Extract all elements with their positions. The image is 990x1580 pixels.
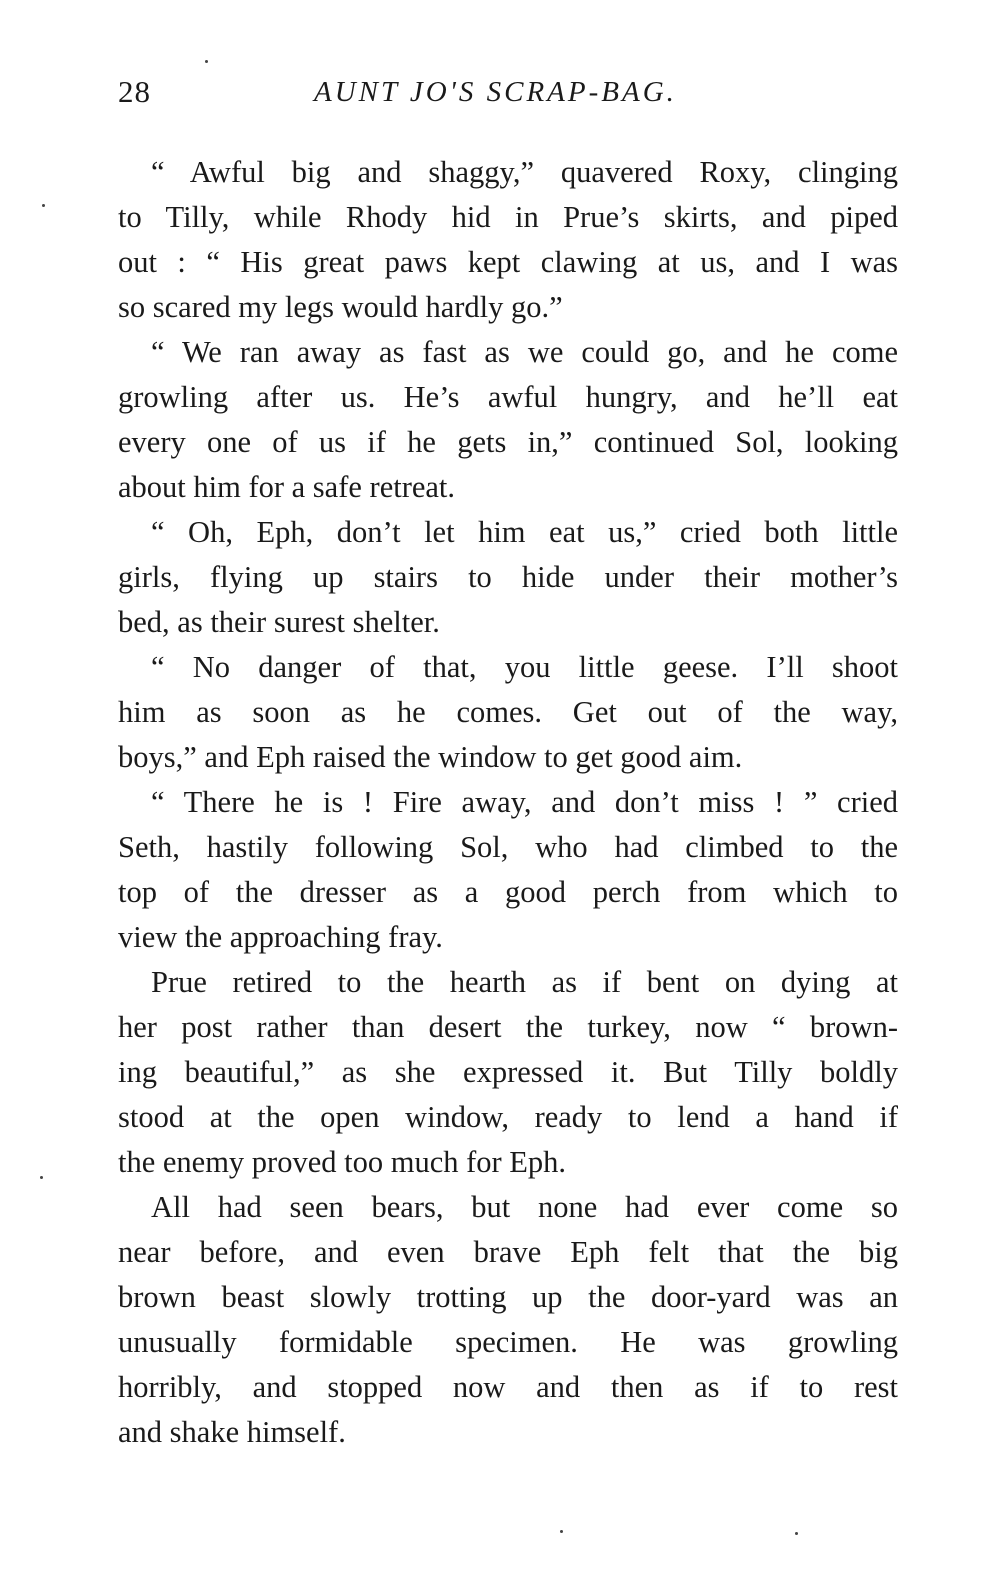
text-line: him as soon as he comes. Get out of the way, [118,695,898,729]
text-line: brown beast slowly trotting up the door-yard was an [118,1280,898,1314]
text-line: out : “ His great paws kept clawing at us, and I was [118,245,898,279]
text-line: near before, and even brave Eph felt that the big [118,1235,898,1269]
text-line: unusually formidable specimen. He was growling [118,1325,898,1359]
text-line: boys,” and Eph raised the window to get good aim. [118,740,743,774]
text-line: “ No danger of that, you little geese. I’ll shoot [151,650,898,684]
text-line: horribly, and stopped now and then as if to rest [118,1370,898,1404]
text-line: Prue retired to the hearth as if bent on dying at [151,965,898,999]
body-text [118,150,898,1455]
text-line: Seth, hastily following Sol, who had climbed to the [118,830,898,864]
print-speck [40,1176,43,1179]
text-line: “ Oh, Eph, don’t let him eat us,” cried both little [151,515,898,549]
text-line: so scared my legs would hardly go.” [118,290,563,324]
paragraph [118,1185,898,1455]
text-line: the enemy proved too much for Eph. [118,1145,567,1179]
paragraph [118,960,898,1185]
text-line: about him for a safe retreat. [118,470,456,504]
text-line: growling after us. He’s awful hungry, and he’ll eat [118,380,898,414]
paragraph [118,330,898,510]
text-line: “ There he is ! Fire away, and don’t miss ! ” cried [151,785,898,819]
text-line: view the approaching fray. [118,920,443,954]
page-header [118,70,898,114]
text-line: “ We ran away as fast as we could go, and he come [151,335,898,369]
print-speck [560,1530,563,1533]
print-speck [205,60,208,63]
paragraph [118,780,898,960]
running-title: AUNT JO'S SCRAP-BAG. [314,76,677,108]
text-line: every one of us if he gets in,” continued Sol, looking [118,425,898,459]
text-line: her post rather than desert the turkey, now “ brown- [118,1010,898,1044]
text-line: All had seen bears, but none had ever come so [151,1190,898,1224]
paragraph [118,150,898,330]
print-speck [795,1532,798,1535]
paragraph [118,645,898,780]
print-speck [42,204,45,207]
text-line: and shake himself. [118,1415,346,1449]
text-line: “ Awful big and shaggy,” quavered Roxy, clinging [151,155,898,189]
text-line: ing beautiful,” as she expressed it. But Tilly boldly [118,1055,898,1089]
text-line: girls, flying up stairs to hide under their mother’s [118,560,898,594]
text-line: top of the dresser as a good perch from which to [118,875,898,909]
text-line: stood at the open window, ready to lend a hand if [118,1100,898,1134]
paragraph [118,510,898,645]
page-number: 28 [118,74,151,109]
text-line: to Tilly, while Rhody hid in Prue’s skirts, and piped [118,200,898,234]
text-line: bed, as their surest shelter. [118,605,440,639]
